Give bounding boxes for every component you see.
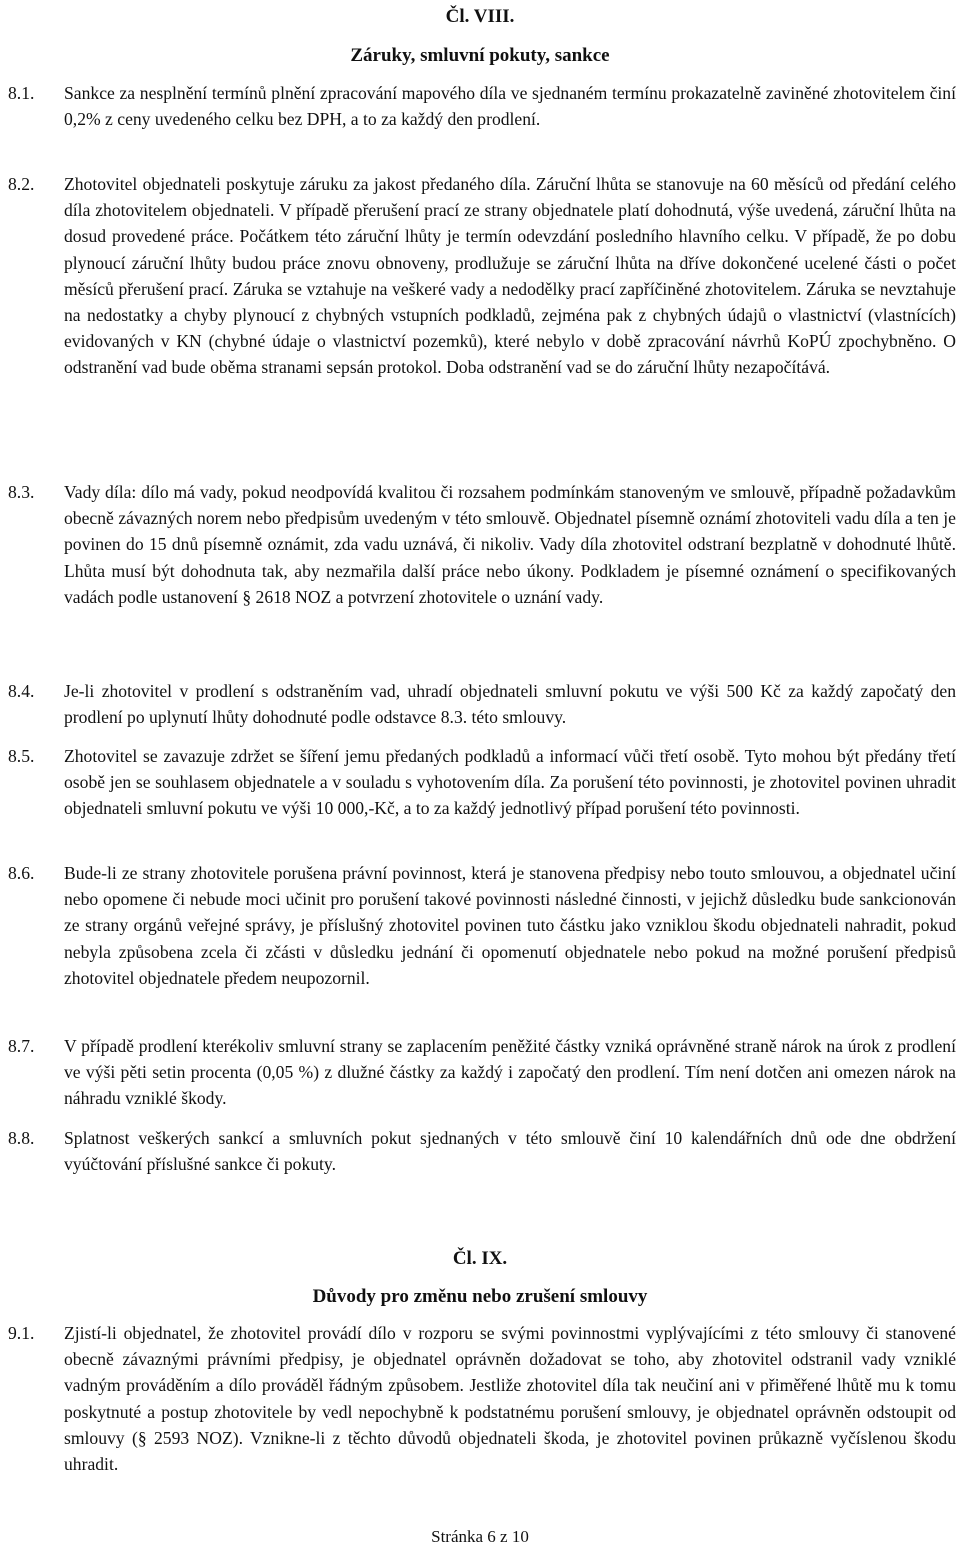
paragraph-8-3 (8, 479, 956, 610)
paragraph-text: Splatnost veškerých sankcí a smluvních pokut sjednaných v této smlouvě činí 10 kalendářních dnů ode dne obdržení vyúčtování příslušné sankce či pokuty. (64, 1128, 956, 1175)
paragraph-number: 8.8. (8, 1128, 35, 1148)
paragraph-number: 8.4. (8, 681, 35, 701)
paragraph-text: Je-li zhotovitel v prodlení s odstraněním vad, uhradí objednateli smluvní pokutu ve výši 500 Kč za každý započatý den prodlení po uplynutí lhůty dohodnuté podle odstavce 8.3. této smlouvy. (64, 681, 956, 728)
paragraph-number: 8.2. (8, 174, 35, 194)
paragraph-8-4 (8, 678, 956, 730)
paragraph-text: Bude-li ze strany zhotovitele porušena právní povinnost, která je stanovena předpisy nebo touto smlouvou, a objednatel učiní nebo opomene či nebude moci učinit pro porušení takové povinnosti následné činnosti, v jejichž důsledku bude sankcionován ze strany orgánů veřejné správy, je příslušný zhotovitel povinen tuto částku jako vzniklou škodu objednateli nahradit, pokud nebyla způsobena zcela či zčásti v důsledku jednání či opomenutí objednatele nebo pokud na možné porušení předpisů zhotovitel objednatele předem neupozornil. (64, 863, 956, 988)
paragraph-text: Zhotovitel se zavazuje zdržet se šíření jemu předaných podkladů a informací vůči třetí osobě. Tyto mohou být předány třetí osobě jen se souhlasem objednatele a v souladu s vyhotovením díla. Za porušení této povinnosti, je zhotovitel povinen uhradit objednateli smluvní pokutu ve výši 10 000,-Kč, a to za každý jednotlivý případ porušení této povinnosti. (64, 746, 956, 819)
article-8-title: Záruky, smluvní pokuty, sankce (350, 45, 610, 66)
paragraph-text: Sankce za nesplnění termínů plnění zpracování mapového díla ve sjednaném termínu prokazatelně zaviněné zhotovitelem činí 0,2% z ceny uvedeného celku bez DPH, a to za každý den prodlení. (64, 83, 956, 130)
paragraph-8-2 (8, 171, 956, 381)
paragraph-9-1 (8, 1320, 956, 1477)
paragraph-8-7 (8, 1033, 956, 1112)
paragraph-text: V případě prodlení kterékoliv smluvní strany se zaplacením peněžité částky vzniká oprávněné straně nárok na úrok z prodlení ve výši pěti setin procenta (0,05 %) z dlužné částky za každý i započatý den prodlení. Tím není dotčen ani omezen nárok na náhradu vzniklé škody. (64, 1036, 956, 1109)
paragraph-number: 8.6. (8, 863, 35, 883)
paragraph-text: Zjistí-li objednatel, že zhotovitel provádí dílo v rozporu se svými povinnostmi vyplývajícími z této smlouvy či stanovené obecně závaznými právními předpisy, je objednatel oprávněn dožadovat se toho, aby zhotovitel odstranil vady vzniklé vadným prováděním a dílo prováděl řádným způsobem. Jestliže zhotovitel díla tak neučiní ani v přiměřené lhůtě mu k tomu poskytnuté a postup zhotovitele by vedl nepochybně k podstatnému porušení smlouvy, je objednatel oprávněn odstoupit od smlouvy (§ 2593 NOZ). Vznikne-li z těchto důvodů objednateli škoda, je zhotovitel povinen průkazně vyčíslenou škodu uhradit. (64, 1323, 956, 1475)
paragraph-number: 8.3. (8, 482, 35, 502)
paragraph-number: 8.5. (8, 746, 35, 766)
paragraph-number: 8.7. (8, 1036, 35, 1056)
article-9-number: Čl. IX. (452, 1248, 508, 1269)
paragraph-number: 9.1. (8, 1323, 35, 1343)
article-9-title: Důvody pro změnu nebo zrušení smlouvy (312, 1286, 648, 1307)
paragraph-text: Vady díla: dílo má vady, pokud neodpovídá kvalitou či rozsahem podmínkám stanoveným ve smlouvě, případně požadavkům obecně závazných norem nebo předpisům uvedeným v této smlouvě. Objednatel písemně oznámí zhotoviteli vadu díla a ten je povinen do 15 dnů písemně oznámit, zda vadu uznává, či nikoliv. Vady díla zhotovitel odstraní bezplatně v dohodnuté lhůtě. Lhůta musí být dohodnuta tak, aby nezmařila další práce nebo úkony. Podkladem je písemné oznámení o specifikovaných vadách podle ustanovení § 2618 NOZ a potvrzení zhotovitele o uznání vady. (64, 482, 956, 607)
paragraph-8-5 (8, 743, 956, 822)
paragraph-text: Zhotovitel objednateli poskytuje záruku za jakost předaného díla. Záruční lhůta se stanovuje na 60 měsíců od předání celého díla zhotovitelem objednateli. V případě přerušení prací ze strany objednatele platí dohodnutá, výše uvedená, záruční lhůta na dosud provedené práce. Počátkem této záruční lhůty je termín odevzdání posledního hlavního celku. V případě, že po dobu plynoucí záruční lhůty budou práce znovu obnoveny, prodlužuje se záruční lhůta na dříve dokončené ucelené části o počet měsíců přerušení prací. Záruka se vztahuje na veškeré vady a nedodělky prací zapříčiněné zhotovitelem. Záruka se nevztahuje na nedostatky a chyby plynoucí z chybných vstupních podkladů, zejména pak z chybných údajů o vlastnictví (vlastnících) evidovaných v KN (chybné údaje o vlastnictví pozemků), které nebylo v době zpracování návrhů KoPÚ zpochybněno. O odstranění vad bude oběma stranami sepsán protokol. Doba odstranění vad se do záruční lhůty nezapočítává. (64, 174, 956, 378)
paragraph-number: 8.1. (8, 83, 35, 103)
article-8-number: Čl. VIII. (445, 6, 515, 27)
paragraph-8-1 (8, 80, 956, 132)
paragraph-8-6 (8, 860, 956, 991)
page-number: Stránka 6 z 10 (431, 1527, 529, 1546)
paragraph-8-8 (8, 1125, 956, 1177)
